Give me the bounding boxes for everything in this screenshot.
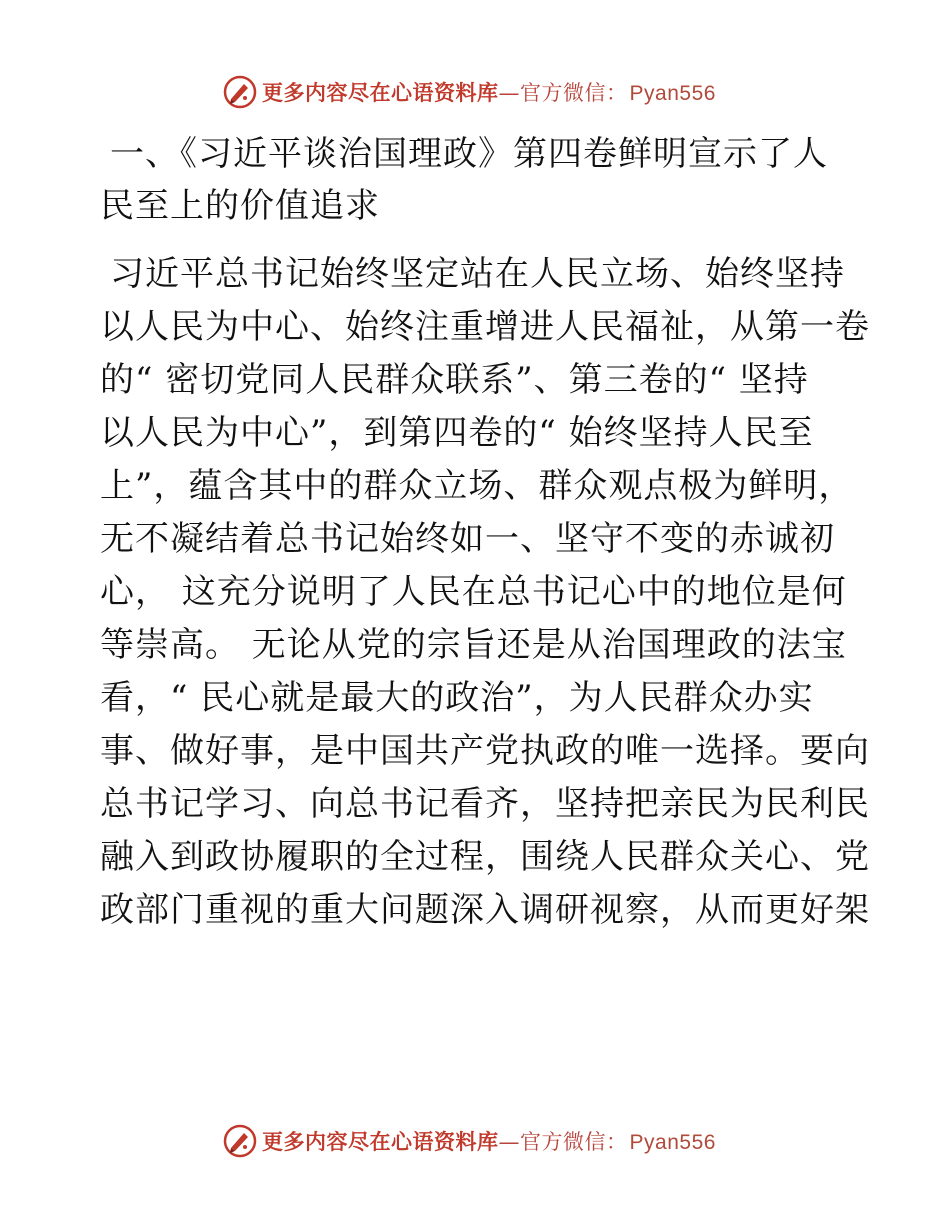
- paragraph-line: 的“ 密切党同人民群众联系”、第三卷的“ 坚持: [100, 360, 809, 400]
- paragraph-line: 政部门重视的重大问题深入调研视察，从而更好架: [100, 890, 870, 930]
- section-heading: [100, 128, 848, 232]
- watermark-wechat-id: Pyan556: [629, 1131, 716, 1154]
- heading-line: 一、《习近平谈治国理政》第四卷鲜明宣示了人: [110, 134, 828, 174]
- watermark-content: [222, 1123, 716, 1159]
- paragraph-line: 心， 这充分说明了人民在总书记心中的地位是何: [100, 572, 847, 612]
- watermark-text: [262, 77, 716, 107]
- paragraph-line: 以人民为中心”，到第四卷的“ 始终坚持人民至: [100, 413, 814, 453]
- paragraph-line: 融入到政协履职的全过程，围绕人民群众关心、党: [100, 837, 870, 877]
- paragraph-line: 总书记学习、向总书记看齐，坚持把亲民为民利民: [100, 784, 870, 824]
- watermark-dash: —: [498, 81, 521, 105]
- watermark-banner-bottom: [0, 1119, 950, 1163]
- watermark-site-text: 更多内容尽在心语资料库: [262, 1130, 499, 1154]
- paragraph-line: 看，“ 民心就是最大的政治”，为人民群众办实: [100, 678, 814, 718]
- watermark-wechat-id: Pyan556: [629, 82, 716, 105]
- paragraph-line: 上”，蕴含其中的群众立场、群众观点极为鲜明，: [100, 466, 854, 506]
- watermark-text: [262, 1126, 716, 1156]
- body-paragraph: [100, 248, 870, 937]
- paragraph-line: 事、做好事，是中国共产党执政的唯一选择。要向: [100, 731, 870, 771]
- paragraph-line: 以人民为中心、始终注重增进人民福祉，从第一卷: [100, 307, 870, 347]
- watermark-site-text: 更多内容尽在心语资料库: [262, 81, 499, 105]
- watermark-dash: —: [498, 1130, 521, 1154]
- paragraph-line: 习近平总书记始终坚定站在人民立场、始终坚持: [110, 254, 845, 294]
- document-body: [100, 128, 870, 937]
- watermark-banner-top: [0, 70, 950, 114]
- pen-logo-icon: [222, 74, 258, 110]
- pen-logo-icon: [222, 1123, 258, 1159]
- watermark-content: [222, 74, 716, 110]
- watermark-wechat-label: 官方微信：: [520, 81, 628, 105]
- paragraph-line: 等崇高。 无论从党的宗旨还是从治国理政的法宝: [100, 625, 847, 665]
- paragraph-line: 无不凝结着总书记始终如一、坚守不变的赤诚初: [100, 519, 835, 559]
- watermark-wechat-label: 官方微信：: [520, 1130, 628, 1154]
- heading-line: 民至上的价值追求: [100, 186, 380, 226]
